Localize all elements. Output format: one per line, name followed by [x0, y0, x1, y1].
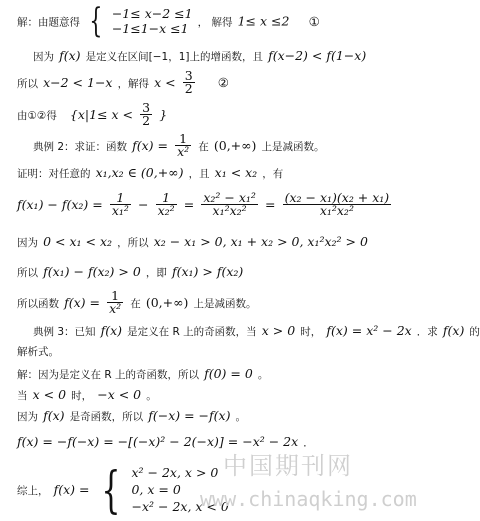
case: −x² − 2x, x < 0	[131, 499, 229, 514]
text: ， 解得	[197, 16, 233, 29]
line-15	[17, 406, 246, 426]
text: 时，	[300, 326, 322, 338]
line-5	[33, 133, 325, 158]
l1-cases	[112, 6, 193, 36]
text: ，解得	[117, 78, 150, 90]
math: x <	[154, 75, 176, 90]
text: ．	[303, 437, 314, 449]
math: x > 0	[261, 323, 296, 338]
num: 3	[184, 68, 193, 83]
math: f(x)	[59, 48, 81, 63]
fraction	[107, 290, 123, 315]
text: 因为	[33, 51, 54, 63]
text: 当	[17, 390, 28, 402]
text: 所以	[17, 78, 38, 90]
fraction	[156, 192, 177, 217]
marker: ①	[308, 13, 320, 29]
text: 。	[146, 390, 157, 402]
math: x₁,x₂ ∈ (0,+∞)	[95, 165, 184, 180]
text: 因为	[17, 237, 38, 249]
text: 是定义在 R 上的奇函数，当	[127, 326, 257, 338]
line-10	[17, 290, 257, 315]
line-9	[17, 262, 243, 282]
math: x₂ − x₁ > 0, x₁ + x₂ > 0, x₁²x₂² > 0	[153, 234, 368, 249]
watermark-cn: 中国期刊网	[223, 452, 353, 480]
fraction	[283, 192, 392, 217]
text: 在	[198, 141, 209, 153]
text: 典例 3：已知	[33, 326, 96, 338]
text: 解：因为是定义在 R 上的奇函数，所以	[17, 369, 199, 381]
math: f(x) =	[132, 138, 169, 153]
fraction	[201, 192, 258, 217]
math: −x < 0	[97, 387, 142, 402]
num: 1	[110, 192, 131, 205]
math: f(x₁) > f(x₂)	[171, 264, 244, 279]
text: 综上，	[17, 485, 49, 497]
text: 。	[257, 369, 269, 381]
line-2	[33, 46, 366, 66]
brace: {	[100, 460, 121, 519]
math: f(x) =	[53, 482, 90, 497]
text: 的	[469, 326, 480, 338]
text: 典例 2：求证：函数	[33, 141, 128, 153]
math: }	[159, 107, 168, 122]
math: =	[265, 197, 276, 212]
text: ，且	[188, 168, 210, 180]
text: 在	[130, 298, 141, 310]
text: 上是减函数。	[261, 141, 325, 153]
case: x² − 2x, x > 0	[131, 465, 219, 480]
math: f(x₁) − f(x₂) > 0	[43, 264, 141, 279]
num: x₂² − x₁²	[203, 190, 256, 205]
den: 2	[142, 113, 151, 128]
text: 是奇函数，所以	[69, 411, 144, 423]
math: f(x₁) − f(x₂) =	[17, 197, 103, 212]
den: x₂²	[157, 203, 175, 218]
den: x₁²	[111, 203, 129, 218]
math: x−2 < 1−x	[43, 75, 113, 90]
text: ，即	[145, 267, 167, 279]
math: f(x)	[43, 408, 65, 423]
math: −	[138, 197, 149, 212]
math: x₁ < x₂	[214, 165, 258, 180]
den: x²	[177, 144, 190, 159]
math: 0 < x₁ < x₂	[43, 234, 113, 249]
line-12	[17, 343, 59, 361]
math: f(x)	[100, 323, 123, 338]
fraction	[175, 133, 191, 158]
brace: {	[89, 1, 103, 41]
math: (0,+∞)	[145, 295, 189, 310]
text: 因为	[17, 411, 38, 423]
math: f(x) = x² − 2x	[326, 323, 412, 338]
text: 上是减函数。	[193, 298, 257, 310]
math: (0,+∞)	[213, 138, 257, 153]
math: f(−x) = −f(x)	[148, 408, 231, 423]
num: (x₂ − x₁)(x₂ + x₁)	[284, 190, 390, 205]
line-13	[17, 364, 268, 384]
case: −1≤1−x ≤1	[111, 21, 189, 36]
den: x₁²x₂²	[319, 203, 354, 218]
num: 1	[175, 133, 191, 146]
text: 所以	[17, 267, 38, 279]
math: =	[183, 197, 195, 212]
text: ，所以	[117, 237, 149, 249]
math: f(x−2) < f(1−x)	[268, 48, 367, 63]
text: 所以函数	[17, 298, 59, 310]
den: x²	[109, 301, 122, 316]
text: 时，	[71, 390, 93, 402]
text: 。	[235, 411, 247, 423]
math: x < 0	[32, 387, 67, 402]
text: 证明：对任意的	[17, 168, 91, 180]
den: 2	[184, 81, 193, 96]
line-4	[17, 102, 167, 127]
line-14	[17, 385, 157, 405]
text: 由①②得	[17, 110, 57, 122]
math: {x|1≤ x <	[69, 107, 134, 122]
l1-lead: 解：由题意得	[17, 16, 80, 29]
text: 解析式。	[17, 346, 59, 358]
line-6	[17, 163, 283, 183]
marker: ②	[217, 75, 230, 90]
case: 0, x = 0	[131, 482, 181, 497]
fraction	[140, 102, 152, 127]
math: 1≤ x ≤2	[237, 13, 290, 29]
text: ，有	[262, 168, 284, 180]
fraction	[183, 70, 195, 95]
text: ．求	[416, 326, 438, 338]
num: 1	[156, 192, 177, 205]
num: 1	[107, 290, 123, 303]
math: f(x) = −f(−x) = −[(−x)² − 2(−x)] = −x² − 2x	[17, 434, 299, 449]
num: 3	[142, 100, 151, 115]
line-17	[17, 460, 229, 519]
text: 是定义在区间[−1，1]上的增函数，且	[85, 51, 263, 63]
math: f(x) =	[64, 295, 100, 310]
line-3	[17, 70, 229, 95]
line-1	[17, 1, 320, 41]
line-7	[17, 192, 393, 217]
fraction	[110, 192, 131, 217]
line-11	[33, 321, 480, 341]
den: x₁²x₂²	[212, 203, 247, 218]
math: f(0) = 0	[204, 366, 253, 381]
math: f(x)	[442, 323, 465, 338]
line-8	[17, 232, 368, 252]
watermark-url: www.chinaqking.com	[200, 487, 417, 511]
case: −1≤ x−2 ≤1	[111, 6, 193, 21]
